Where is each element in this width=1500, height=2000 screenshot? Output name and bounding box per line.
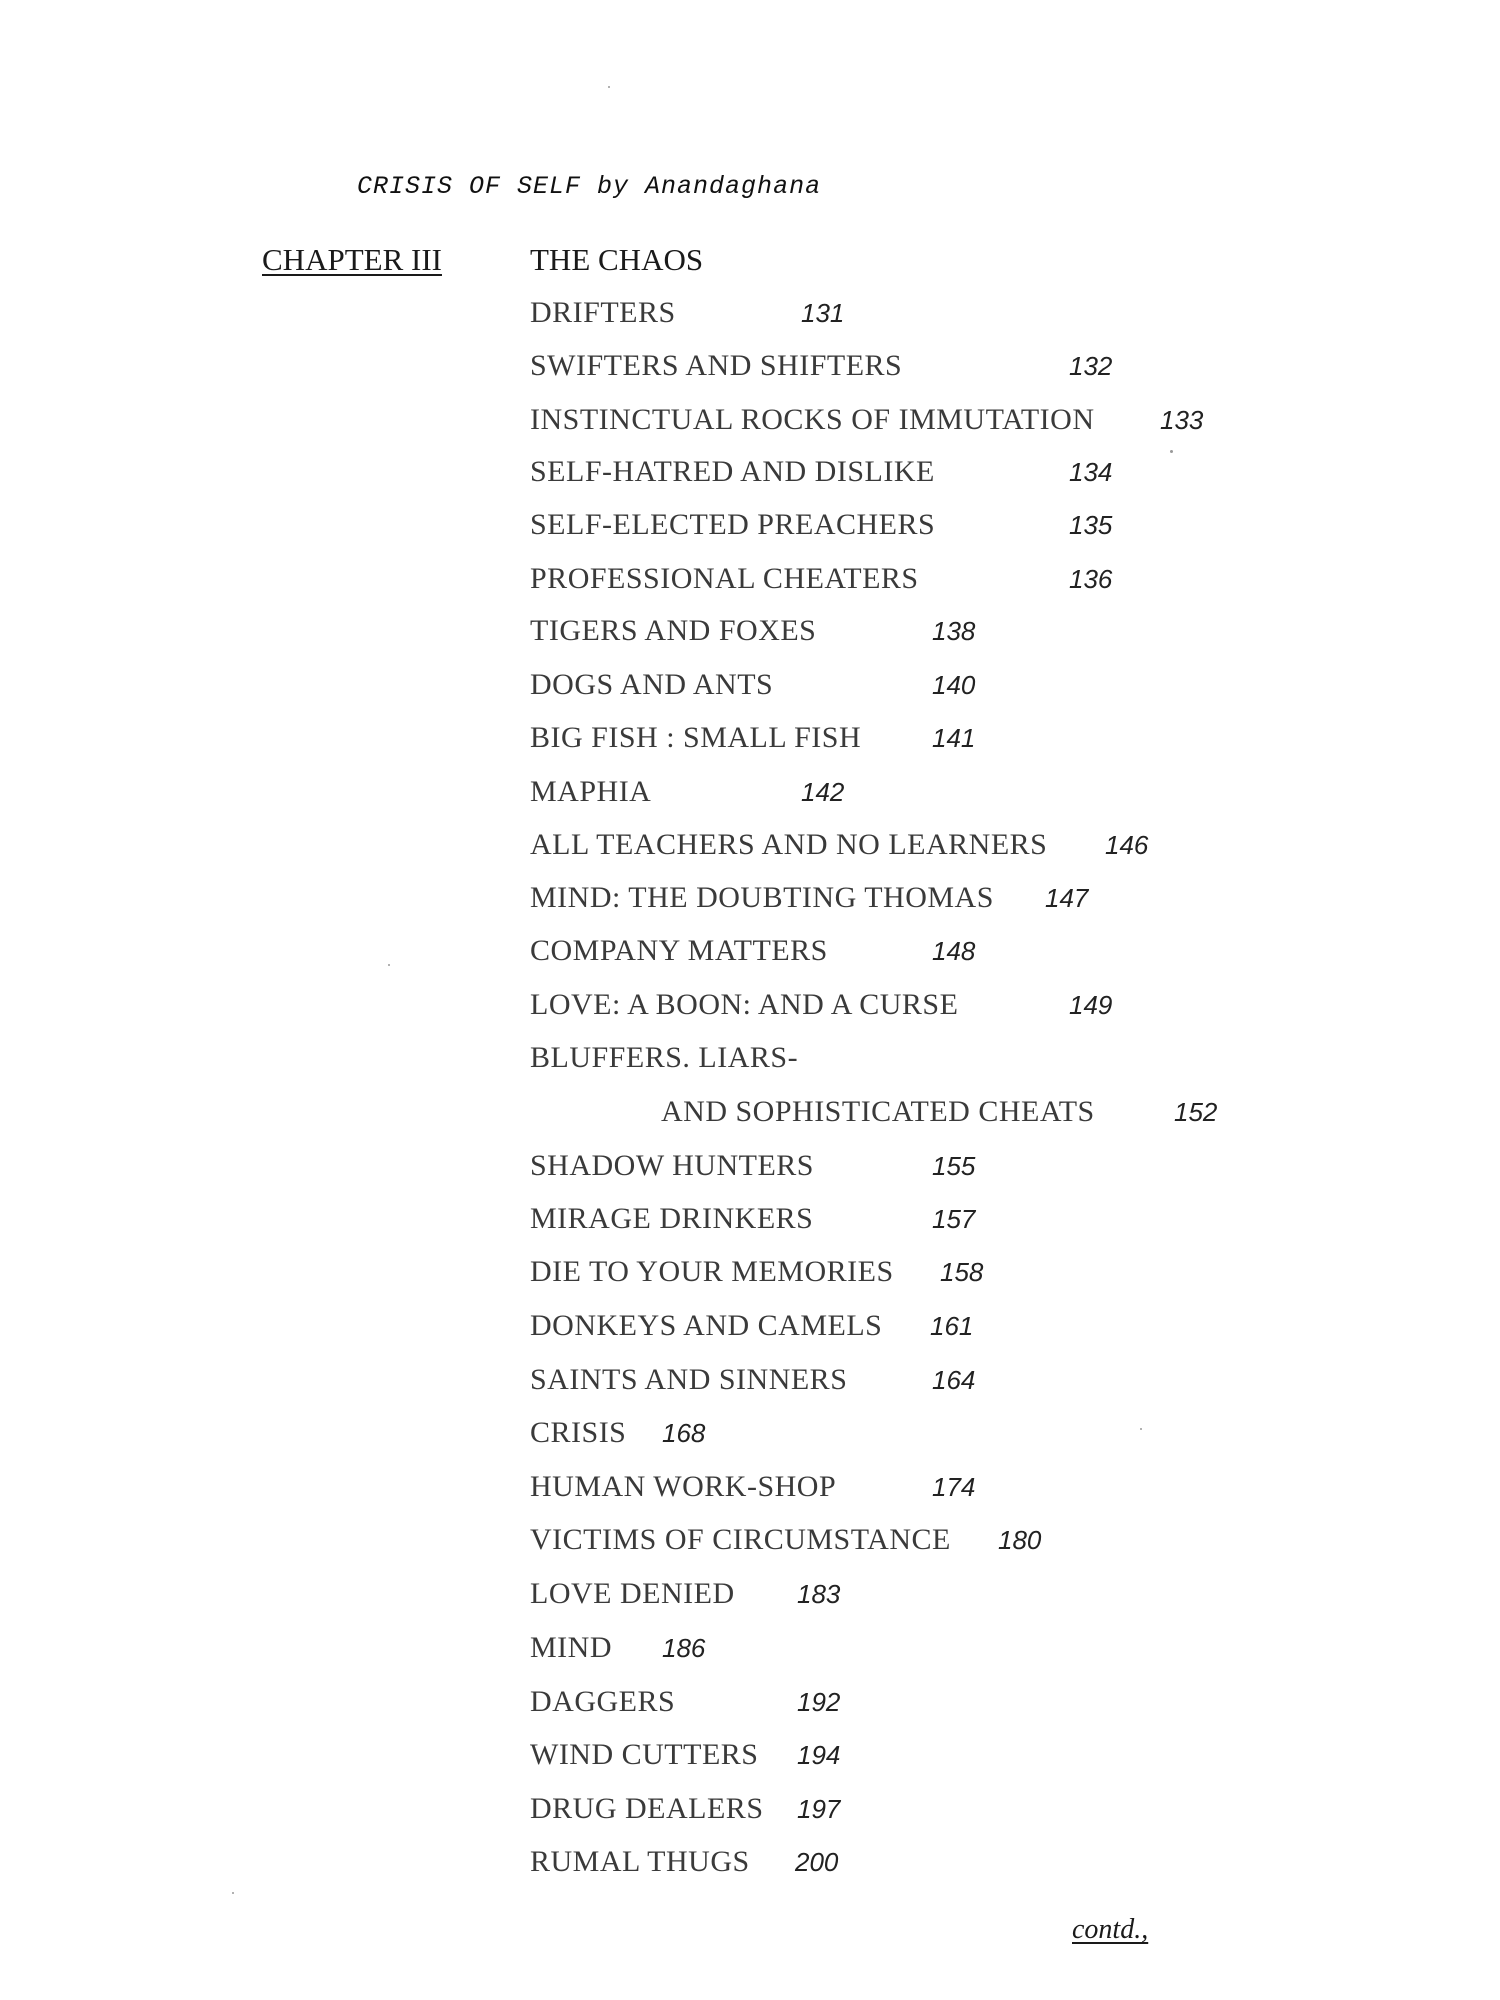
- toc-entry: [0, 878, 1500, 918]
- toc-entry-page: 142: [801, 777, 845, 807]
- document-header: CRISIS OF SELF by Anandaghana: [357, 172, 822, 201]
- toc-entry: [0, 1252, 1500, 1292]
- toc-entry-title: DAGGERS: [530, 1685, 676, 1718]
- toc-entry-page: 134: [1069, 457, 1113, 487]
- toc-entry-title: DOGS AND ANTS: [530, 668, 774, 701]
- toc-entry-title: INSTINCTUAL ROCKS OF IMMUTATION: [530, 403, 1095, 436]
- toc-entry-title: SWIFTERS AND SHIFTERS: [530, 349, 903, 382]
- toc-entry-page: 183: [797, 1579, 841, 1609]
- toc-entry: [0, 559, 1500, 599]
- toc-entry: [0, 1467, 1500, 1507]
- toc-entry-page: 149: [1069, 990, 1113, 1020]
- toc-entry: [0, 1092, 1500, 1132]
- toc-entry-title: VICTIMS OF CIRCUMSTANCE: [530, 1523, 951, 1556]
- toc-entry-title: MIRAGE DRINKERS: [530, 1202, 814, 1235]
- toc-entry-page: 174: [932, 1472, 976, 1502]
- toc-entry: [0, 1682, 1500, 1722]
- toc-entry-title: WIND CUTTERS: [530, 1738, 759, 1771]
- toc-entry-title: SHADOW HUNTERS: [530, 1149, 814, 1182]
- continued-note: contd.,: [1072, 1914, 1149, 1945]
- toc-entry: [0, 293, 1500, 333]
- toc-entry-page: 194: [797, 1740, 841, 1770]
- toc-entry-page: 133: [1160, 405, 1204, 435]
- toc-entry-page: 138: [932, 616, 976, 646]
- toc-entry-title: MAPHIA: [530, 775, 652, 808]
- toc-entry-page: 135: [1069, 510, 1113, 540]
- toc-entry: [0, 1146, 1500, 1186]
- toc-entry-title: DRUG DEALERS: [530, 1792, 764, 1825]
- toc-entry-title: LOVE DENIED: [530, 1577, 735, 1610]
- toc-entry-page: 186: [662, 1633, 706, 1663]
- toc-entry: [0, 1789, 1500, 1829]
- toc-entry-title: COMPANY MATTERS: [530, 934, 828, 967]
- toc-entry: [0, 985, 1500, 1025]
- toc-entry: [0, 1413, 1500, 1453]
- toc-entry: [0, 1306, 1500, 1346]
- toc-entry-page: 192: [797, 1687, 841, 1717]
- toc-entry-page: 197: [797, 1794, 841, 1824]
- toc-entry-page: 148: [932, 936, 976, 966]
- toc-entry: [0, 346, 1500, 386]
- toc-entry: [0, 1628, 1500, 1668]
- chapter-label: CHAPTER III: [262, 242, 442, 277]
- toc-entry-page: 200: [795, 1847, 839, 1877]
- toc-entry-title: HUMAN WORK-SHOP: [530, 1470, 837, 1503]
- toc-entry: [0, 1574, 1500, 1614]
- toc-entry-page: 161: [930, 1311, 974, 1341]
- toc-entry-title: SELF-ELECTED PREACHERS: [530, 508, 936, 541]
- toc-entry-title: BIG FISH : SMALL FISH: [530, 721, 862, 754]
- toc-entry: [0, 772, 1500, 812]
- toc-entry-page: 141: [932, 723, 976, 753]
- toc-entry-page: 180: [998, 1525, 1042, 1555]
- toc-entry-title: DIE TO YOUR MEMORIES: [530, 1255, 894, 1288]
- toc-entry-title: SAINTS AND SINNERS: [530, 1363, 848, 1396]
- toc-entry-title: MIND: THE DOUBTING THOMAS: [530, 881, 994, 914]
- toc-entry-page: 136: [1069, 564, 1113, 594]
- toc-entry: [0, 1735, 1500, 1775]
- toc-entry-title: LOVE: A BOON: AND A CURSE: [530, 988, 959, 1021]
- toc-entry-page: 132: [1069, 351, 1113, 381]
- scan-speck: [1140, 1428, 1142, 1430]
- toc-entry: [0, 931, 1500, 971]
- scan-speck: [232, 1892, 234, 1894]
- scan-speck: [608, 86, 610, 88]
- scan-speck: [1170, 450, 1173, 453]
- toc-entry-page: 157: [932, 1204, 976, 1234]
- toc-entry-title: DONKEYS AND CAMELS: [530, 1309, 883, 1342]
- toc-entry-page: 152: [1174, 1097, 1218, 1127]
- toc-entry: [0, 825, 1500, 865]
- toc-entry-title: SELF-HATRED AND DISLIKE: [530, 455, 935, 488]
- toc-entry: [0, 400, 1500, 440]
- toc-entry-page: 131: [801, 298, 845, 328]
- toc-entry: [0, 1842, 1500, 1882]
- scan-speck: [388, 964, 390, 966]
- toc-entry-page: 140: [932, 670, 976, 700]
- toc-entry-page: 158: [940, 1257, 984, 1287]
- toc-entry: [0, 1520, 1500, 1560]
- toc-entry-page: 147: [1045, 883, 1089, 913]
- toc-entry-title: DRIFTERS: [530, 296, 676, 329]
- toc-entry-title: BLUFFERS. LIARS-: [530, 1041, 799, 1074]
- chapter-title: THE CHAOS: [530, 242, 704, 277]
- toc-entry-title: CRISIS: [530, 1416, 627, 1449]
- toc-entry-title: MIND: [530, 1631, 612, 1664]
- toc-entry-title: AND SOPHISTICATED CHEATS: [661, 1095, 1095, 1128]
- toc-entry: [0, 665, 1500, 705]
- toc-entry-page: 155: [932, 1151, 976, 1181]
- toc-entry: [0, 505, 1500, 545]
- toc-entry-title: RUMAL THUGS: [530, 1845, 750, 1878]
- toc-entry-title: PROFESSIONAL CHEATERS: [530, 562, 919, 595]
- toc-entry: [0, 452, 1500, 492]
- toc-entry-title: ALL TEACHERS AND NO LEARNERS: [530, 828, 1048, 861]
- toc-entry: [0, 1360, 1500, 1400]
- toc-entry: [0, 611, 1500, 651]
- toc-entry: [0, 1038, 1500, 1078]
- toc-entry-page: 164: [932, 1365, 976, 1395]
- toc-entry-title: TIGERS AND FOXES: [530, 614, 817, 647]
- toc-entry-page: 168: [662, 1418, 706, 1448]
- toc-entry: [0, 718, 1500, 758]
- toc-entry: [0, 1199, 1500, 1239]
- toc-entry-page: 146: [1105, 830, 1149, 860]
